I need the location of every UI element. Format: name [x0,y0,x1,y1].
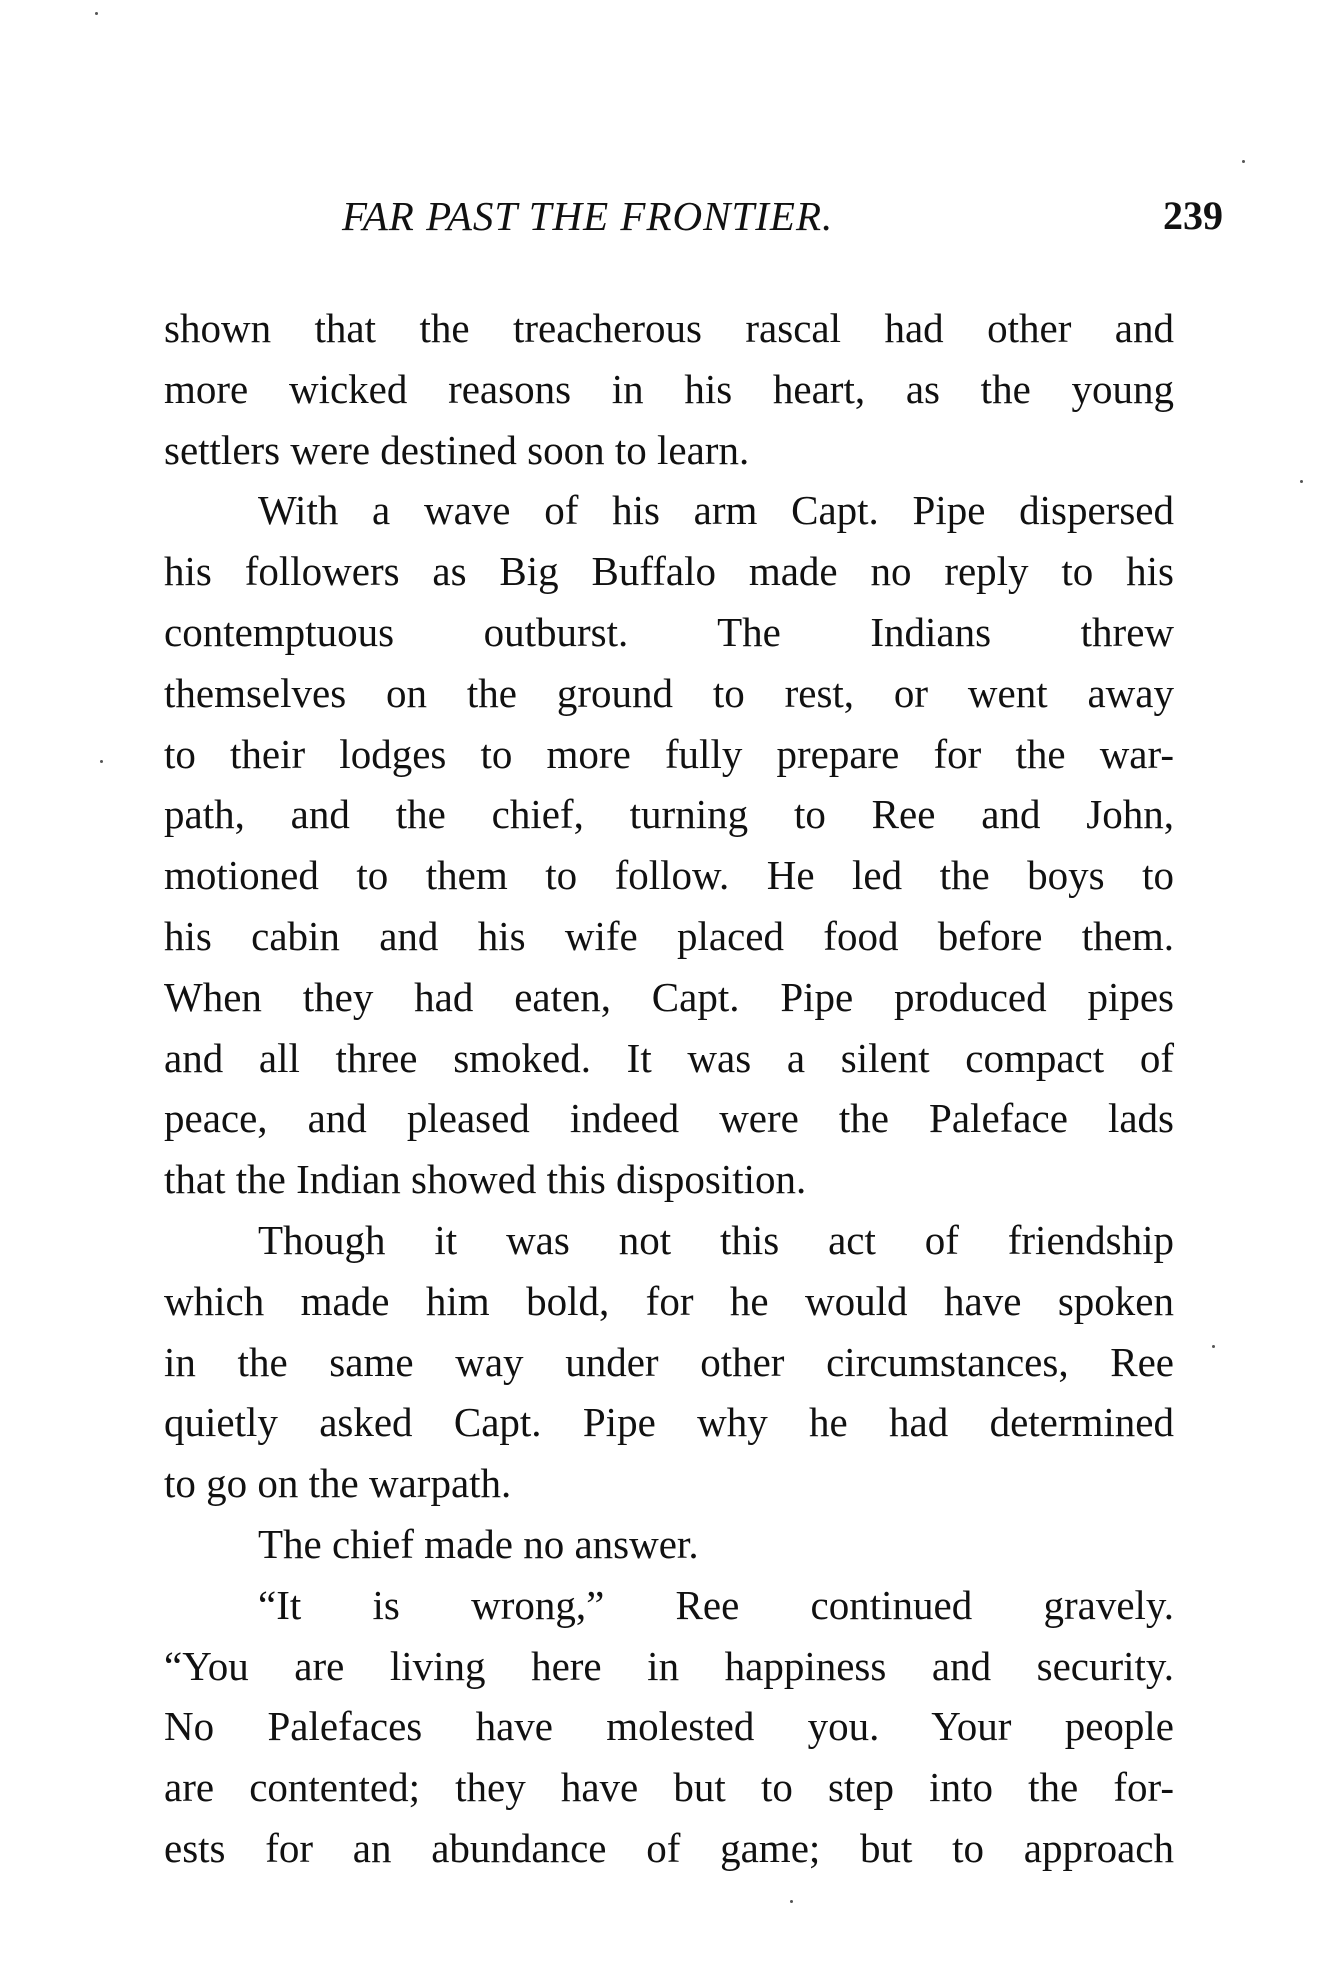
text-line: ests for an abundance of game; but to approach [164,1824,1174,1871]
text-line: his followers as Big Buffalo made no reply to his [164,548,1174,595]
running-title: FAR PAST THE FRONTIER. [342,193,834,239]
scan-speck [1212,1345,1215,1348]
text-line: to their lodges to more fully prepare for the war- [164,730,1174,777]
scan-speck [100,760,103,763]
text-line: The chief made no answer. [258,1520,699,1567]
scan-speck [95,12,98,15]
text-line: quietly asked Capt. Pipe why he had determined [164,1399,1174,1446]
text-line: “It is wrong,” Ree continued gravely. [258,1581,1174,1628]
text-line: settlers were destined soon to learn. [164,426,750,473]
text-line: No Palefaces have molested you. Your people [164,1703,1174,1750]
text-line: shown that the treacherous rascal had other and [164,305,1174,351]
text-line: themselves on the ground to rest, or went away [164,669,1174,716]
text-line: Though it was not this act of friendship [258,1216,1174,1263]
text-line: When they had eaten, Capt. Pipe produced pipes [164,973,1174,1020]
text-line: in the same way under other circumstances, Ree [164,1338,1174,1385]
text-line: which made him bold, for he would have spoken [164,1277,1174,1324]
text-line: to go on the warpath. [164,1460,512,1507]
text-line: are contented; they have but to step into the for- [164,1764,1174,1811]
text-line: With a wave of his arm Capt. Pipe dispersed [258,487,1174,534]
text-line: “You are living here in happiness and security. [164,1642,1174,1689]
body-text [164,298,1174,1879]
text-line: that the Indian showed this disposition. [164,1156,807,1203]
text-line: contemptuous outburst. The Indians threw [164,608,1174,655]
running-header [0,192,1322,252]
scan-speck [1300,480,1303,483]
text-line: his cabin and his wife placed food before them. [164,912,1174,959]
text-line: peace, and pleased indeed were the Paleface lads [164,1095,1174,1142]
text-line: and all three smoked. It was a silent compact of [164,1034,1174,1081]
scan-speck [1242,160,1245,163]
text-line: more wicked reasons in his heart, as the young [164,365,1174,412]
text-line: motioned to them to follow. He led the boys to [164,852,1174,899]
scan-speck [790,1900,793,1903]
text-line: path, and the chief, turning to Ree and John, [164,791,1174,838]
page-number: 239 [1163,193,1223,238]
